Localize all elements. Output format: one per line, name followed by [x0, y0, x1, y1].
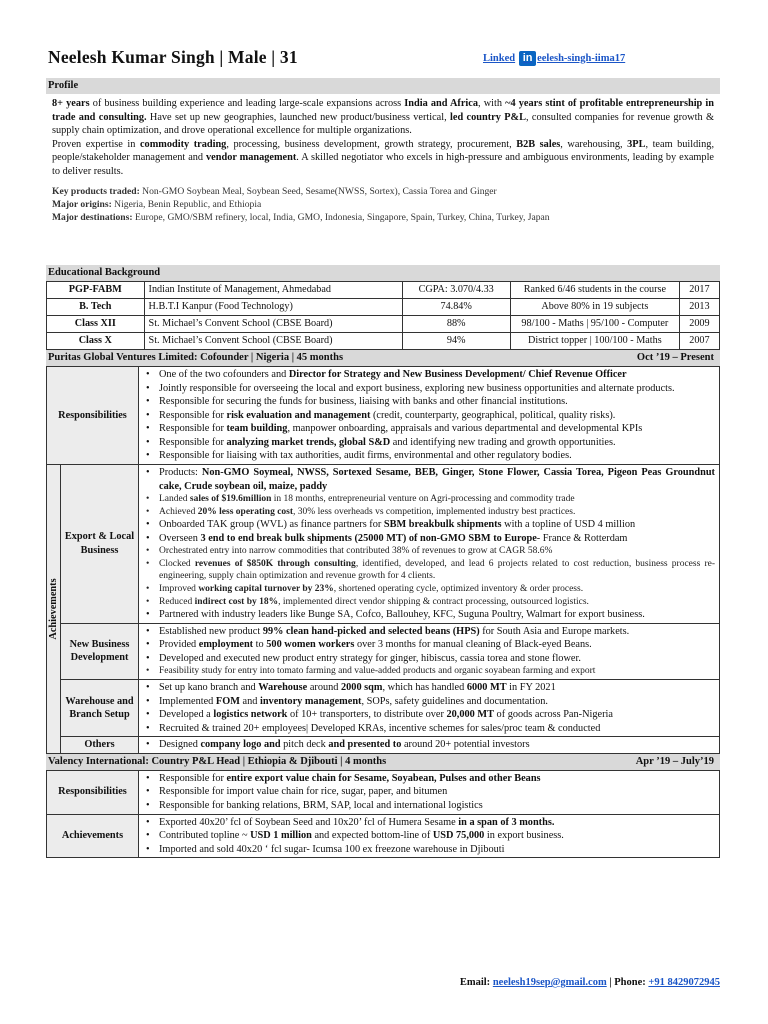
bullet-item — [145, 518, 715, 532]
bullet-text: Provided — [159, 639, 199, 651]
profile-paragraph-1 — [52, 97, 714, 138]
bullet-item — [145, 368, 715, 382]
bullet-text: Responsible for — [159, 409, 227, 421]
education-cell: 2007 — [679, 333, 719, 350]
text: of business building experience and leading large-scale expansions across — [89, 98, 405, 109]
bullet-text: pitch deck — [283, 739, 326, 751]
valency-title: Valency International: Country P&L Head | Ethiopia & Djibouti | 4 months — [48, 755, 387, 767]
bullet-item — [145, 545, 715, 558]
bullet-highlight: 20% less operating cost — [197, 506, 294, 517]
contact-footer — [460, 976, 720, 990]
bullet-item — [145, 772, 715, 786]
text: , team building, people/stakeholder management and — [52, 138, 715, 164]
bullet-highlight: revenues of $850K through consulting — [194, 558, 356, 569]
bullet-text: and identifying new trading and growth opportunities. — [390, 436, 616, 448]
warehouse-list — [139, 680, 719, 736]
bullet-item — [145, 722, 715, 736]
bullet-highlight: employment — [198, 639, 254, 651]
bullet-text: Jointly responsible for overseeing the local and export business, exploring new business opportunities and alternate products. — [159, 382, 675, 394]
bullet-text: , shortened operating cycle, optimized inventory & order process. — [333, 584, 584, 595]
bullet-highlight: sales of $19.6million — [189, 494, 272, 505]
education-cell: H.B.T.I Kanpur (Food Technology) — [144, 299, 402, 316]
bullet-item — [145, 816, 715, 830]
bullet-text: , 30% less overheads vs competition, implemented industry best practices. — [293, 506, 576, 517]
bullet-text: Clocked — [159, 558, 195, 569]
bullet-highlight: 6000 MT — [466, 681, 507, 693]
others-list — [139, 737, 719, 753]
education-row — [47, 333, 720, 350]
valency-table — [46, 770, 720, 858]
bullet-text: , implemented direct vendor shipping & contract processing, outsourced logistics. — [278, 596, 589, 607]
education-cell: B. Tech — [47, 299, 145, 316]
bullet-text: for South Asia and Europe markets. — [479, 625, 630, 637]
bullet-highlight: inventory management — [259, 695, 362, 707]
bullet-text: and — [239, 695, 260, 707]
education-cell: District topper | 100/100 - Maths — [510, 333, 679, 350]
bullet-highlight: working capital turnover by 23% — [198, 584, 334, 595]
bullet-text: Developed a — [159, 709, 214, 721]
bullet-highlight: 3 end to end break bulk shipments (25000 MT) of non-GMO SBM to Europe — [200, 532, 537, 544]
bullet-text: Responsible for banking relations, BRM, SAP, local and international logistics — [159, 799, 483, 811]
bullet-item — [145, 395, 715, 409]
bullet-text: One of the two cofounders and — [159, 369, 289, 380]
bullet-text: and expected bottom-line of — [311, 830, 433, 842]
bullet-highlight: risk evaluation and management — [226, 409, 371, 421]
puritas-responsibilities-label: Responsibilities — [47, 367, 139, 465]
bullet-text: Responsible for import value chain for rice, sugar, paper, and bitumen — [159, 786, 448, 798]
bullet-highlight: 2000 sqm — [341, 681, 383, 693]
others-label: Others — [61, 737, 139, 754]
bullet-text: - France & Rotterdam — [536, 532, 628, 544]
valency-achievements-label: Achievements — [47, 814, 139, 858]
bullet-text: in 18 months, entrepreneurial venture on Agri-processing and commodity trade — [271, 494, 575, 505]
bullet-text: , manpower onboarding, appraisals and various departmental and developmental KPIs — [287, 423, 643, 435]
bullet-highlight: USD 75,000 — [432, 830, 485, 842]
bullet-highlight: Warehouse — [258, 681, 308, 693]
education-cell: Class XII — [47, 316, 145, 333]
valency-responsibilities-label: Responsibilities — [47, 770, 139, 814]
major-origins — [52, 199, 714, 212]
bullet-item — [145, 843, 715, 857]
bullet-text: Developed and executed new product entry strategy for ginger, hibiscus, cassia torea and stone flower. — [159, 652, 581, 664]
bullet-text: Responsible for liaising with tax authorities, audit firms, environmental and other regulatory bodies. — [159, 450, 572, 462]
education-cell: Class X — [47, 333, 145, 350]
email-label: Email: — [459, 977, 491, 988]
bullet-text: Responsible for — [159, 772, 227, 784]
bullet-text: Imported and sold 40x20 ‘ fcl sugar- Icumsa 100 ex freezone warehouse in Djibouti — [159, 843, 505, 855]
linkedin-icon[interactable]: in — [519, 51, 536, 66]
bullet-highlight: Non-GMO Soymeal, NWSS, Sortexed Sesame, BEB, Ginger, Stone Flower, Cassia Torea, Pigeon Peas Groundnut cake, Crude soybean oil, maize, paddy — [159, 467, 715, 492]
bullet-item — [145, 785, 715, 799]
text: Proven expertise in — [52, 138, 140, 150]
major-origins-value: Nigeria, Benin Republic, and Ethiopia — [111, 199, 262, 211]
candidate-name: Neelesh Kumar Singh | Male | 31 — [48, 47, 298, 67]
bullet-text: Reduced — [159, 596, 195, 607]
education-cell: PGP-FABM — [47, 282, 145, 299]
highlight: 3PL — [627, 138, 646, 150]
bullet-text: Achieved — [159, 506, 198, 517]
bullet-text: around — [307, 681, 341, 693]
puritas-table — [46, 366, 720, 754]
bullet-item — [145, 466, 715, 493]
bullet-item — [145, 436, 715, 450]
major-destinations-label: Major destinations: — [52, 211, 133, 223]
education-row — [47, 316, 720, 333]
valency-heading — [46, 754, 720, 770]
bullet-text: to — [253, 639, 267, 651]
bullet-item — [145, 422, 715, 436]
bullet-highlight: Director for Strategy and New Business Development/ Chief Revenue Officer — [288, 369, 627, 380]
bullet-text: Overseen — [159, 532, 201, 544]
education-row — [47, 299, 720, 316]
bullet-text: Partnered with industry leaders like Bunge SA, Cofco, Ballouhey, KFC, Suguna Poultry, Walmart for export business. — [159, 609, 645, 621]
bullet-text: Implemented — [159, 695, 216, 707]
bullet-item — [145, 493, 715, 506]
bullet-text: Exported 40x20’ fcl of Soybean Seed and 10x20’ fcl of Humera Sesame — [159, 816, 456, 828]
valency-dates: Apr ’19 – July’19 — [635, 755, 714, 767]
resume-header — [46, 0, 720, 78]
bullet-text: Contributed topline ~ — [159, 830, 251, 842]
text: , consulted companies for revenue growth & supply chain optimization, and drove operational excellence for multiple organizations. — [52, 111, 714, 137]
bullet-text: Recruited & trained 20+ employees| Developed KRAs, incentive schemes for sales/proc team & conducted — [159, 722, 601, 734]
bullet-highlight: USD 1 million — [250, 830, 312, 842]
bullet-text: Onboarded TAK group (WVL) as finance partners for — [159, 519, 384, 531]
education-cell: CGPA: 3.070/4.33 — [402, 282, 510, 299]
bullet-text: Improved — [159, 584, 199, 595]
bullet-item — [145, 382, 715, 396]
bullet-highlight: entire export value chain for Sesame, Soyabean, Pulses and other Beans — [226, 772, 541, 784]
puritas-heading — [46, 350, 720, 366]
warehouse-label: Warehouse and Branch Setup — [61, 679, 139, 736]
linkedin-prefix[interactable]: Linked — [483, 52, 516, 64]
text: Have set up new geographies, launched new product/business vertical, — [146, 111, 451, 123]
nbd-list — [139, 624, 719, 679]
education-cell: Above 80% in 19 subjects — [510, 299, 679, 316]
bullet-text: , SOPs, safety guidelines and documentation. — [361, 695, 548, 707]
bullet-item — [145, 652, 715, 666]
major-destinations-value: Europe, GMO/SBM refinery, local, India, GMO, Indonesia, Singapore, Spain, Turkey, China, Turkey, Japan — [132, 211, 550, 223]
bullet-text: Set up kano branch and — [159, 681, 259, 693]
bullet-item — [145, 799, 715, 813]
key-products — [52, 186, 714, 199]
phone-link[interactable]: +91 8429072945 — [648, 977, 720, 988]
text: . A skilled negotiator who excels in high-pressure and ambiguous environments, leading by example to deliver results. — [52, 152, 714, 177]
export-label: Export & Local Business — [61, 465, 139, 624]
education-cell: Indian Institute of Management, Ahmedabad — [144, 282, 402, 299]
bullet-item — [145, 695, 715, 709]
bullet-item — [145, 532, 715, 546]
bullet-highlight: company logo and — [197, 739, 284, 751]
education-cell: 2013 — [679, 299, 719, 316]
education-cell: 88% — [402, 316, 510, 333]
education-table — [46, 281, 720, 350]
bullet-item — [145, 558, 715, 583]
bullet-item — [145, 608, 715, 622]
resume-page — [46, 0, 720, 858]
pl-highlight: led country P&L — [450, 111, 526, 123]
profile-section — [46, 94, 720, 265]
education-cell: 94% — [402, 333, 510, 350]
bullet-highlight: analyzing market trends, global S&D — [226, 436, 391, 448]
bullet-text: Feasibility study for entry into tomato farming and value-added products and organic soyabean farming and export — [159, 666, 596, 677]
linkedin-handle[interactable]: eelesh-singh-iima17 — [537, 52, 626, 64]
bullet-text: in export business. — [484, 830, 564, 842]
entrepreneurship-highlight: ~4 years stint of profitable entrepreneurship in trade and consulting. — [52, 98, 714, 123]
bullet-item — [145, 409, 715, 423]
bullet-item — [145, 625, 715, 639]
bullet-item — [145, 681, 715, 695]
export-list — [139, 465, 719, 623]
education-cell: 74.84% — [402, 299, 510, 316]
puritas-responsibilities-list — [139, 367, 719, 464]
bullet-text: (credit, counterparty, geographical, political, quality risks). — [370, 409, 616, 421]
education-cell: St. Michael’s Convent School (CBSE Board) — [144, 333, 402, 350]
bullet-highlight: indirect cost by 18% — [194, 596, 279, 607]
major-origins-label: Major origins: — [52, 199, 112, 211]
bullet-highlight: 99% clean hand-picked and selected beans (HPS) — [262, 625, 480, 637]
bullet-text: Established new product — [159, 625, 263, 637]
bullet-highlight: 20,000 MT — [446, 709, 494, 721]
email-link[interactable]: neelesh19sep@gmail.com — [492, 977, 607, 988]
bullet-item — [145, 638, 715, 652]
bullet-text: , which has handled — [382, 681, 467, 693]
valency-achievements-list — [139, 815, 719, 858]
achievements-vertical-label — [47, 465, 61, 754]
years-highlight: 8+ years — [52, 98, 90, 109]
bullet-text: Orchestrated entry into narrow commodities that contributed 38% of revenues to grow at CAGR 58.6% — [159, 546, 553, 557]
highlight: B2B sales — [516, 138, 561, 150]
bullet-text: Responsible for securing the funds for business, liaising with banks and other financial institutions. — [159, 396, 568, 408]
bullet-text: , identified, developed, and lead 6 projects related to cost reduction, business process re-engineering, supply chain optimization and revenue growth for 4 clients. — [159, 558, 715, 582]
education-cell: St. Michael’s Convent School (CBSE Board) — [144, 316, 402, 333]
education-cell: 98/100 - Maths | 95/100 - Computer — [510, 316, 679, 333]
bullet-item — [145, 829, 715, 843]
bullet-item — [145, 506, 715, 519]
puritas-dates: Oct ’19 – Present — [636, 352, 714, 363]
regions-highlight: India and Africa — [404, 98, 479, 109]
education-cell: 2017 — [679, 282, 719, 299]
major-destinations — [52, 212, 714, 225]
education-cell: 2009 — [679, 316, 719, 333]
bullet-item — [145, 596, 715, 609]
achievements-label: Achievements — [47, 578, 59, 640]
text: , processing, business development, growth strategy, procurement, — [226, 138, 517, 150]
bullet-item — [145, 738, 715, 752]
bullet-text: Landed — [159, 494, 190, 505]
bullet-text: Designed — [159, 739, 198, 751]
profile-paragraph-2 — [52, 138, 714, 179]
highlight: commodity trading — [139, 138, 227, 150]
bullet-highlight: FOM — [215, 695, 240, 707]
highlight: vendor management — [206, 152, 297, 164]
bullet-highlight: in a span of 3 months. — [455, 816, 555, 828]
bullet-text: Products: — [159, 467, 198, 479]
education-row — [47, 282, 720, 299]
education-cell: Ranked 6/46 students in the course — [510, 282, 679, 299]
linkedin-link[interactable] — [483, 51, 625, 66]
bullet-item — [145, 449, 715, 463]
bullet-highlight: logistics network — [213, 709, 288, 721]
bullet-text: in FY 2021 — [506, 681, 556, 693]
bullet-text: with a topline of USD 4 million — [501, 519, 636, 531]
key-products-value: Non-GMO Soybean Meal, Soybean Seed, Sesame(NWSS, Sortex), Cassia Torea and Ginger — [139, 186, 497, 198]
education-heading: Educational Background — [46, 265, 720, 281]
bullet-item — [145, 665, 715, 678]
profile-heading: Profile — [46, 78, 720, 94]
key-products-label: Key products traded: — [52, 186, 140, 198]
bullet-text: of goods across Pan-Nigeria — [493, 709, 613, 721]
bullet-highlight: SBM breakbulk shipments — [383, 519, 502, 531]
bullet-item — [145, 583, 715, 596]
valency-responsibilities-list — [139, 771, 719, 814]
bullet-text: around 20+ potential investors — [403, 739, 530, 751]
phone-label: | Phone: — [606, 977, 649, 988]
bullet-text: over 3 months for manual cleaning of Black-eyed Beans. — [354, 639, 592, 651]
bullet-highlight: and presented to — [325, 739, 404, 751]
bullet-text: Responsible for — [159, 436, 227, 448]
puritas-title: Puritas Global Ventures Limited: Cofounder | Nigeria | 45 months — [48, 352, 344, 363]
bullet-highlight: 500 women workers — [266, 639, 355, 651]
bullet-text: of 10+ transporters, to distribute over — [287, 709, 447, 721]
bullet-highlight: team building — [226, 423, 288, 435]
text: , warehousing, — [560, 138, 628, 150]
bullet-text: Responsible for — [159, 423, 227, 435]
nbd-label: New Business Development — [61, 623, 139, 679]
text: , with — [478, 98, 506, 109]
bullet-item — [145, 708, 715, 722]
